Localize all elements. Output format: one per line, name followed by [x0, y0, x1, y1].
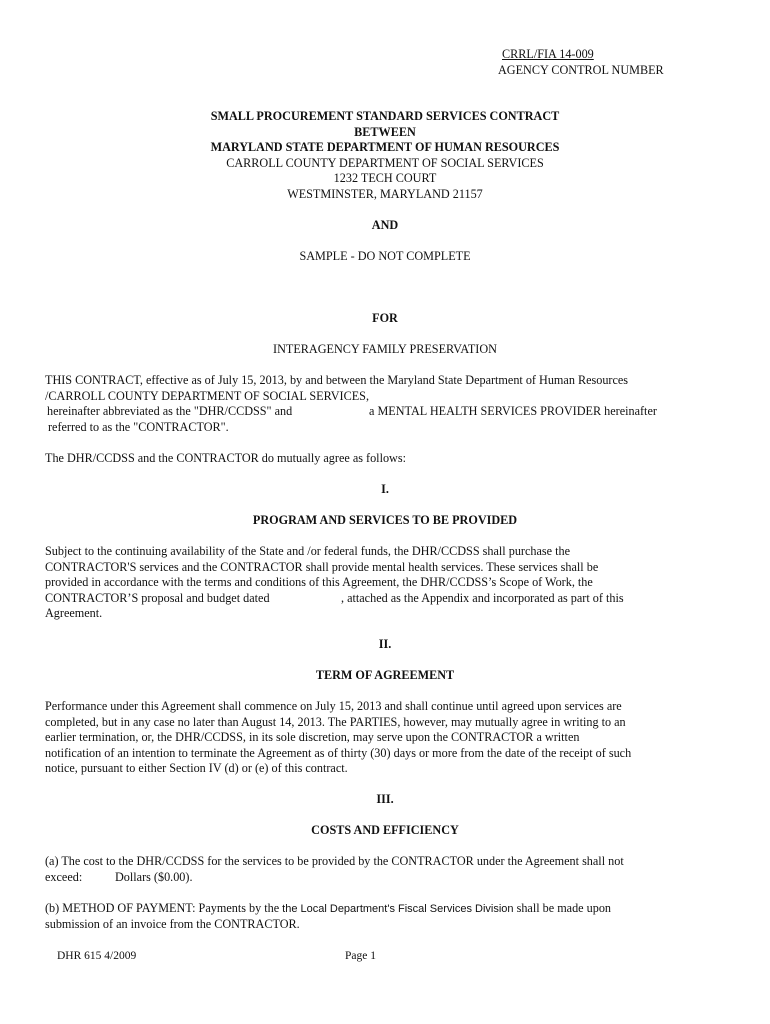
cost-clause-a-line [45, 870, 735, 886]
intro-paragraph [45, 373, 735, 435]
section-1-paragraph [45, 544, 735, 622]
title-agency: MARYLAND STATE DEPARTMENT OF HUMAN RESOURCES [210, 140, 560, 154]
section-2-line: completed, but in any case no later than August 14, 2013. The PARTIES, however, may mutually agree in writing to an [45, 714, 626, 729]
intro-line: /CARROLL COUNTY DEPARTMENT OF SOCIAL SERVICES, [45, 388, 369, 403]
program-name: INTERAGENCY FAMILY PRESERVATION [273, 342, 497, 356]
section-2-paragraph [45, 699, 735, 777]
section-2-numeral: II. [378, 637, 392, 651]
mutual-agreement-text: The DHR/CCDSS and the CONTRACTOR do mutually agree as follows: [45, 451, 406, 465]
payment-clause-b-line: submission of an invoice from the CONTRACTOR. [45, 916, 300, 931]
payment-clause-b-line [45, 901, 735, 917]
section-2-line: earlier termination, or, the DHR/CCDSS, in its sole discretion, may serve upon the CONTRACTOR a written [45, 730, 580, 744]
payment-clause-b [45, 901, 735, 932]
intro-provider-text: a MENTAL HEALTH SERVICES PROVIDER hereinafter [369, 404, 657, 418]
section-1-line: Subject to the continuing availability of the State and /or federal funds, the DHR/CCDSS shall purchase the [45, 544, 570, 558]
dollar-amount: Dollars ($0.00). [115, 869, 193, 884]
section-3-heading: COSTS AND EFFICIENCY [311, 823, 459, 837]
agency-control-number: CRRL/FIA 14-009 [502, 47, 594, 61]
page-number: Page 1 [345, 950, 376, 962]
section-2-line: notice, pursuant to either Section IV (d) or (e) of this contract. [45, 761, 348, 775]
section-2-line: notification of an intention to terminate the Agreement as of thirty (30) days or more from the date of the receipt of such [45, 745, 632, 760]
appendix-text: , attached as the Appendix and incorporated as part of this [341, 590, 624, 605]
section-1-numeral: I. [381, 482, 389, 496]
title-between: BETWEEN [354, 125, 416, 139]
payment-method-label: (b) METHOD OF PAYMENT: Payments by the [45, 901, 280, 915]
title-for: FOR [372, 311, 398, 325]
intro-line [45, 404, 735, 420]
intro-line: THIS CONTRACT, effective as of July 15, 2013, by and between the Maryland State Department of Human Resources [45, 373, 629, 387]
contractor-name: SAMPLE - DO NOT COMPLETE [299, 249, 471, 263]
exceed-label: exceed: [45, 869, 83, 884]
proposal-date-label: CONTRACTOR’S proposal and budget dated [45, 590, 270, 605]
title-county-department: CARROLL COUNTY DEPARTMENT OF SOCIAL SERVICES [226, 156, 544, 170]
fiscal-division-text: the Local Department's Fiscal Services Division [282, 903, 514, 915]
contract-title: SMALL PROCUREMENT STANDARD SERVICES CONTRACT [210, 109, 560, 123]
section-1-line: Agreement. [45, 606, 103, 620]
section-1-line [45, 591, 735, 607]
form-identifier: DHR 615 4/2009 [57, 950, 137, 962]
title-street-address: 1232 TECH COURT [333, 171, 437, 185]
intro-abbrev-text: hereinafter abbreviated as the "DHR/CCDSS" and [47, 404, 293, 418]
section-1-line: CONTRACTOR'S services and the CONTRACTOR shall provide mental health services. These services shall be [45, 559, 599, 574]
cost-clause-a [45, 854, 735, 885]
cost-clause-a-line: (a) The cost to the DHR/CCDSS for the services to be provided by the CONTRACTOR under the Agreement shall not [45, 854, 624, 868]
title-and: AND [371, 218, 399, 232]
intro-line: referred to as the "CONTRACTOR". [48, 419, 229, 434]
section-1-line: provided in accordance with the terms and conditions of this Agreement, the DHR/CCDSS’s Scope of Work, the [45, 575, 593, 589]
section-1-heading: PROGRAM AND SERVICES TO BE PROVIDED [252, 513, 518, 527]
section-3-numeral: III. [376, 792, 394, 806]
payment-upon-text: shall be made upon [516, 901, 612, 915]
title-city-state: WESTMINSTER, MARYLAND 21157 [287, 187, 483, 201]
section-2-line: Performance under this Agreement shall commence on July 15, 2013 and shall continue until agreed upon services are [45, 699, 622, 713]
agency-control-label: AGENCY CONTROL NUMBER [498, 63, 664, 77]
section-2-heading: TERM OF AGREEMENT [315, 668, 455, 682]
